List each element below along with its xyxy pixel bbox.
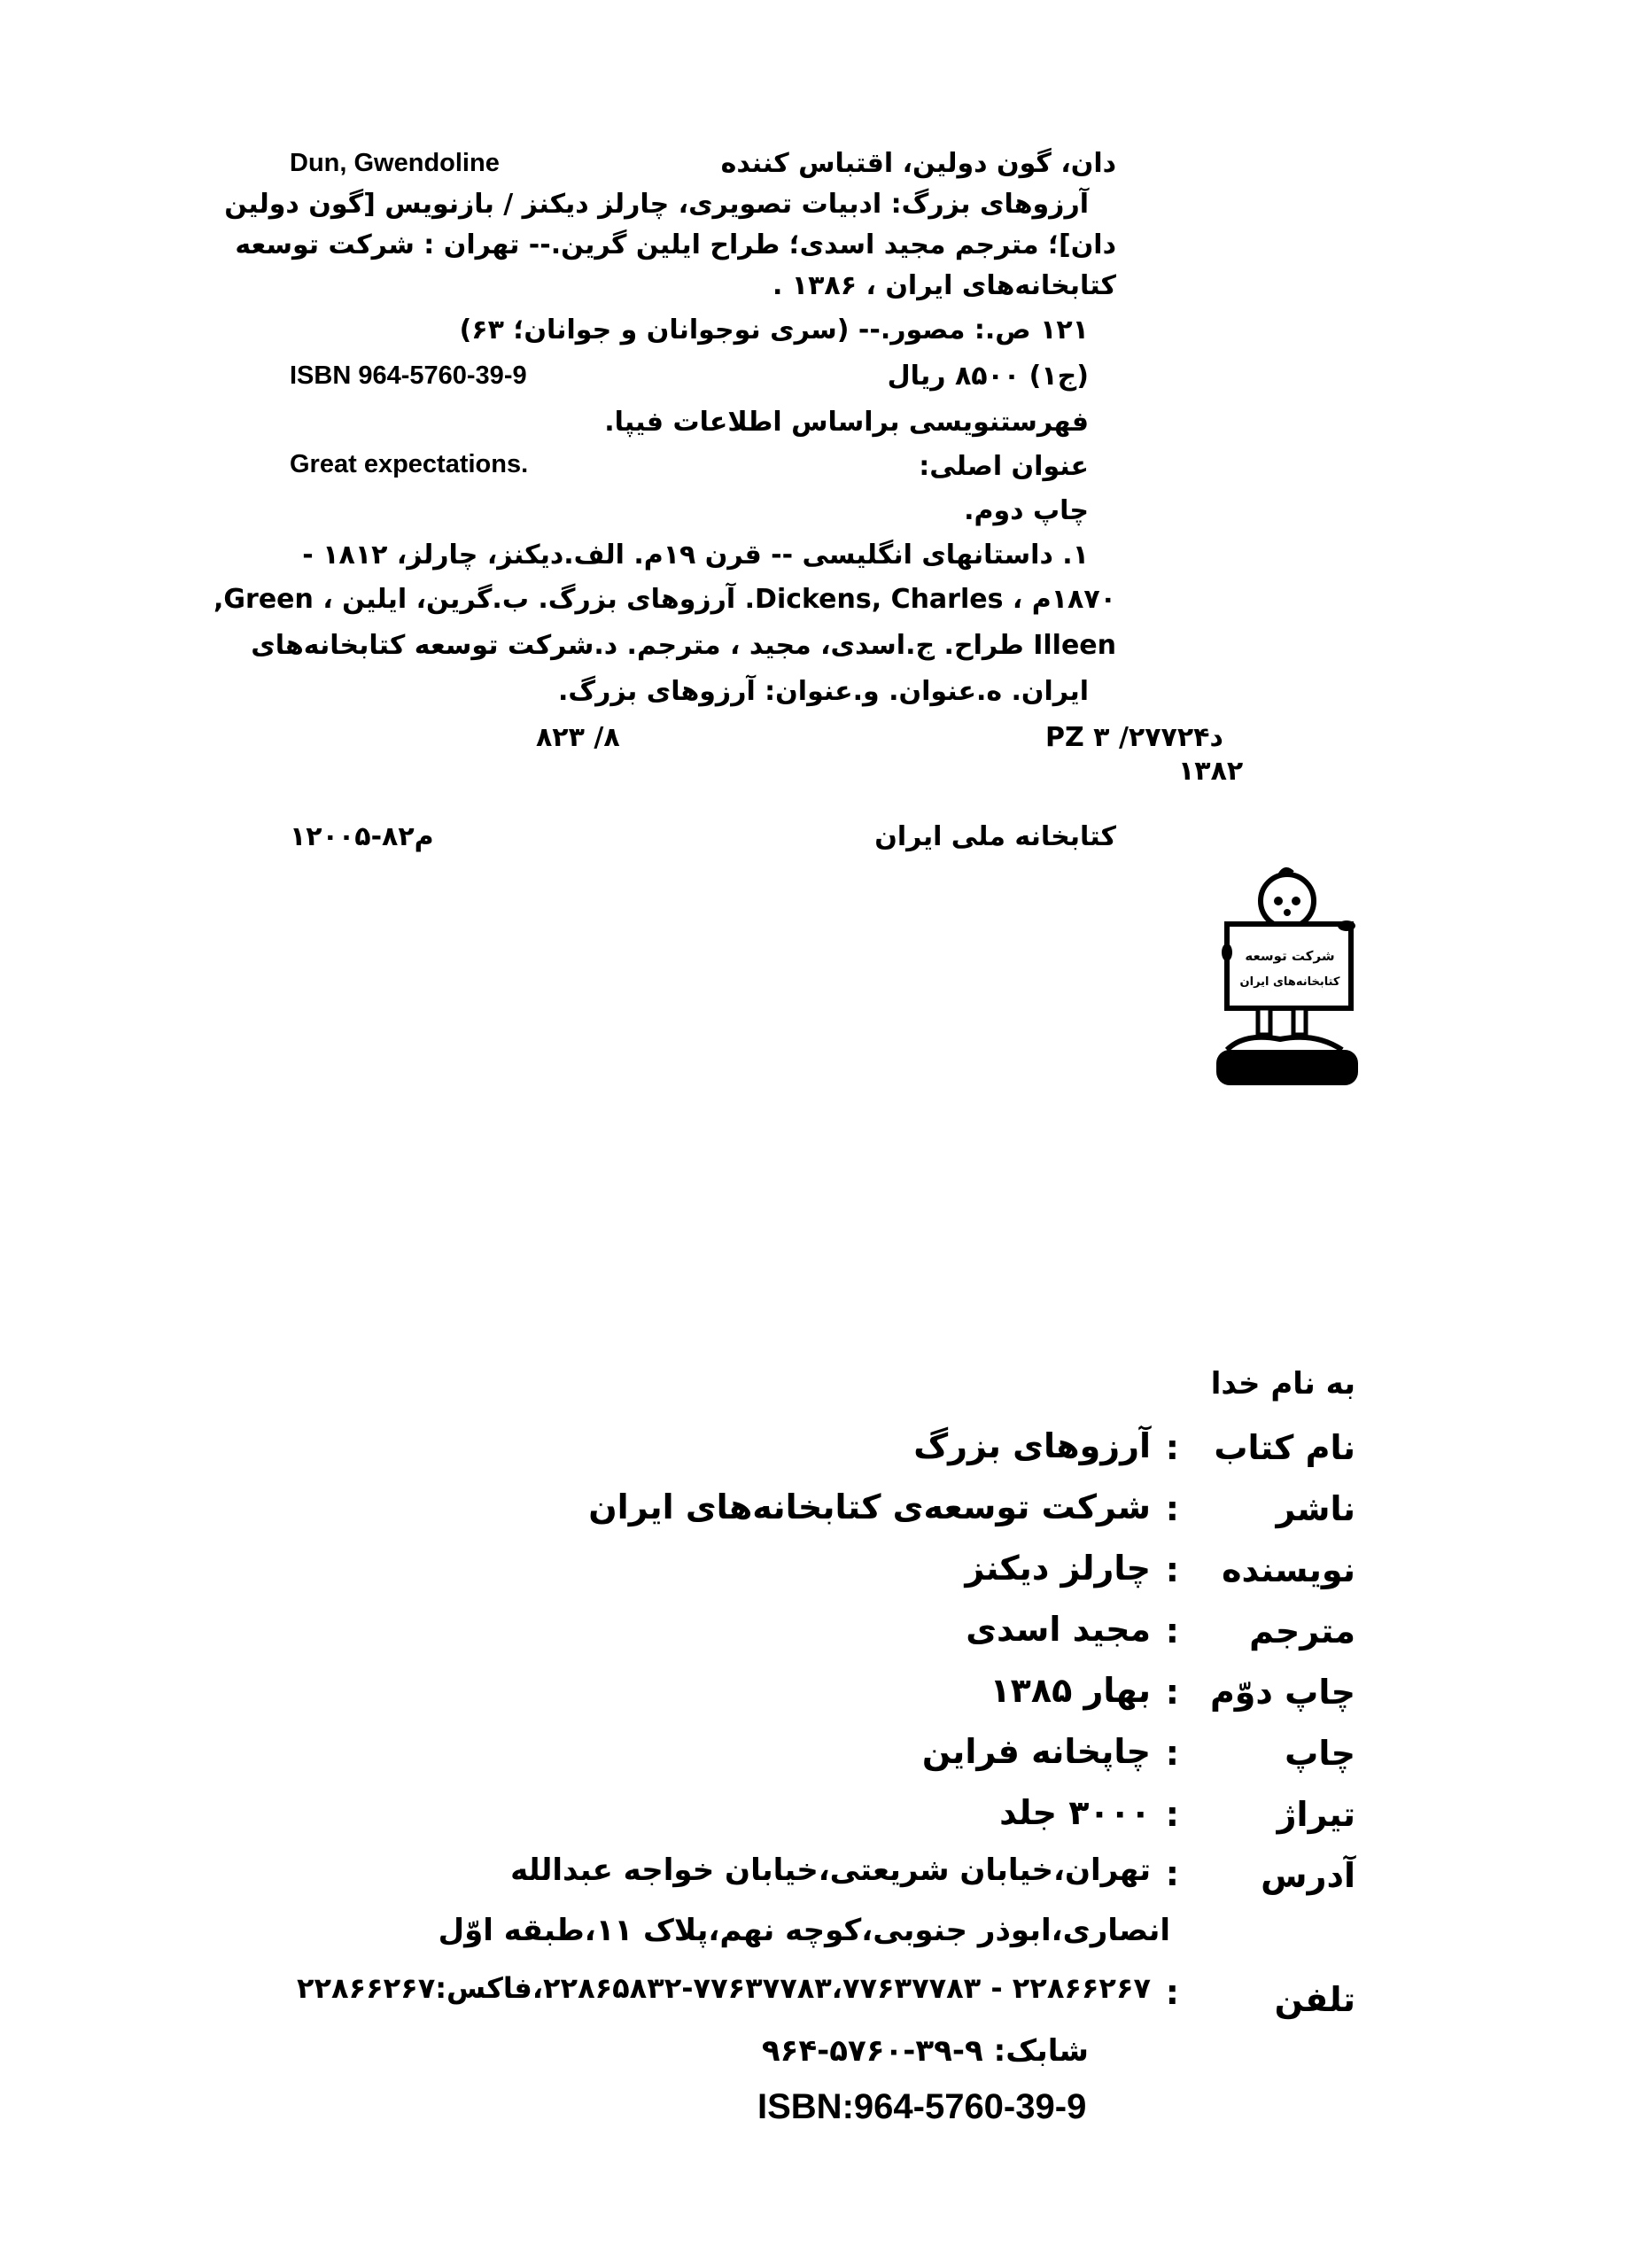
info-value: تهران،خیابان شریعتی،خیابان خواجه عبدالله — [510, 1852, 1151, 1888]
publisher-logo — [1209, 864, 1369, 1090]
cip-dewey: ۸۲۳ /۸ — [536, 722, 620, 753]
shabak: شابک: ۹-۳۹-۵۷۶۰-۹۶۴ — [761, 2033, 1089, 2069]
info-colon: : — [1165, 1489, 1179, 1528]
logo-sign-text: کتابخانه‌های ایران — [1239, 975, 1340, 989]
cip-author-en: Dun, Gwendoline — [290, 149, 500, 177]
info-colon: : — [1165, 1795, 1179, 1834]
logo-sign-text: شرکت توسعه — [1245, 948, 1335, 964]
cip-subjects-line: ایران. ه.عنوان. و.عنوان: آرزوهای بزرگ. — [557, 676, 1089, 707]
cip-author: دان، گون دولین، اقتباس کننده — [720, 148, 1116, 179]
info-label: نام کتاب — [1214, 1428, 1355, 1467]
isbn: ISBN:964-5760-39-9 — [757, 2087, 1087, 2126]
info-address-line2: انصاری،ابوذر جنوبی،کوچه نهم،پلاک ۱۱،طبقه اوّل — [438, 1913, 1170, 1948]
info-label: نویسنده — [1222, 1550, 1355, 1589]
info-value: آرزوهای بزرگ — [913, 1426, 1151, 1465]
info-colon: : — [1165, 1673, 1179, 1712]
cip-subjects-line: ۱. داستانهای انگلیسی -- قرن ۱۹م. الف.دیکنز، چارلز، ۱۸۱۲ - — [302, 540, 1089, 571]
cip-subjects-line: ۱۸۷۰م ، Dickens, Charles. آرزوهای بزرگ. ب.گرین، ایلین ، Green, — [213, 584, 1116, 615]
national-library-name: کتابخانه ملی ایران — [874, 821, 1116, 852]
info-value: چاپخانه فراین — [921, 1732, 1151, 1771]
info-colon: : — [1165, 1428, 1179, 1467]
info-colon: : — [1165, 1550, 1179, 1589]
cip-price: (ج۱) ۸۵۰۰ ریال — [887, 361, 1089, 392]
info-colon: : — [1165, 1854, 1179, 1893]
cip-subjects-line: Illeen طراح. ج.اسدی، مجید ، مترجم. د.شرکت توسعه کتابخانه‌های — [251, 630, 1116, 661]
info-label: مترجم — [1249, 1612, 1355, 1651]
info-label: چاپ دوّم — [1209, 1673, 1355, 1712]
cip-title-line: آرزوهای بزرگ: ادبیات تصویری، چارلز دیکنز / بازنویس [گون دولین — [224, 189, 1089, 220]
info-label: تلفن — [1274, 1980, 1355, 2019]
bismillah: به نام خدا — [1210, 1366, 1355, 1402]
info-colon: : — [1165, 1973, 1179, 2012]
info-label: ناشر — [1276, 1489, 1355, 1528]
cip-original-title: Great expectations. — [290, 450, 529, 478]
info-label: تیراژ — [1277, 1795, 1355, 1834]
info-value: چارلز دیکنز — [965, 1549, 1151, 1588]
info-value: بهار ۱۳۸۵ — [990, 1671, 1151, 1710]
info-value: مجید اسدی — [966, 1610, 1151, 1649]
cip-isbn: ISBN 964-5760-39-9 — [290, 361, 527, 390]
cip-fipa: فهرستنویسی براساس اطلاعات فیپا. — [604, 407, 1089, 438]
cip-original-title-label: عنوان اصلی: — [919, 451, 1089, 482]
info-label: چاپ — [1285, 1734, 1355, 1773]
info-value: شرکت توسعه‌ی کتابخانه‌های ایران — [588, 1487, 1151, 1526]
cip-title-line: دان]؛ مترجم مجید اسدی؛ طراح ایلین گرین.-- تهران : شرکت توسعه — [235, 229, 1116, 260]
info-label: آدرس — [1261, 1856, 1355, 1895]
info-colon: : — [1165, 1734, 1179, 1773]
info-value: ۲۲۸۶۶۲۶۷ - ۲۲۸۶۵۸۳۲-۷۷۶۳۷۷۸۳،۷۷۶۳۷۷۸۳،فاکس:۲۲۸۶۶۲۶۷ — [296, 1971, 1151, 2005]
cip-lc-class: PZ ۳ /د۲۷۷۲۴ — [1045, 722, 1223, 753]
cip-lc-year: ۱۳۸۲ — [1178, 756, 1244, 787]
info-value: ۳۰۰۰ جلد — [999, 1793, 1151, 1832]
cip-edition: چاپ دوم. — [964, 495, 1089, 526]
cip-pages: ۱۲۱ ص.: مصور.-- (سری نوجوانان و جوانان؛ ۶۳) — [459, 315, 1089, 346]
national-library-number: م۸۲-۱۲۰۰۵ — [290, 821, 434, 852]
info-colon: : — [1165, 1612, 1179, 1651]
cip-title-line: کتابخانه‌های ایران ، ۱۳۸۶ . — [772, 270, 1116, 301]
